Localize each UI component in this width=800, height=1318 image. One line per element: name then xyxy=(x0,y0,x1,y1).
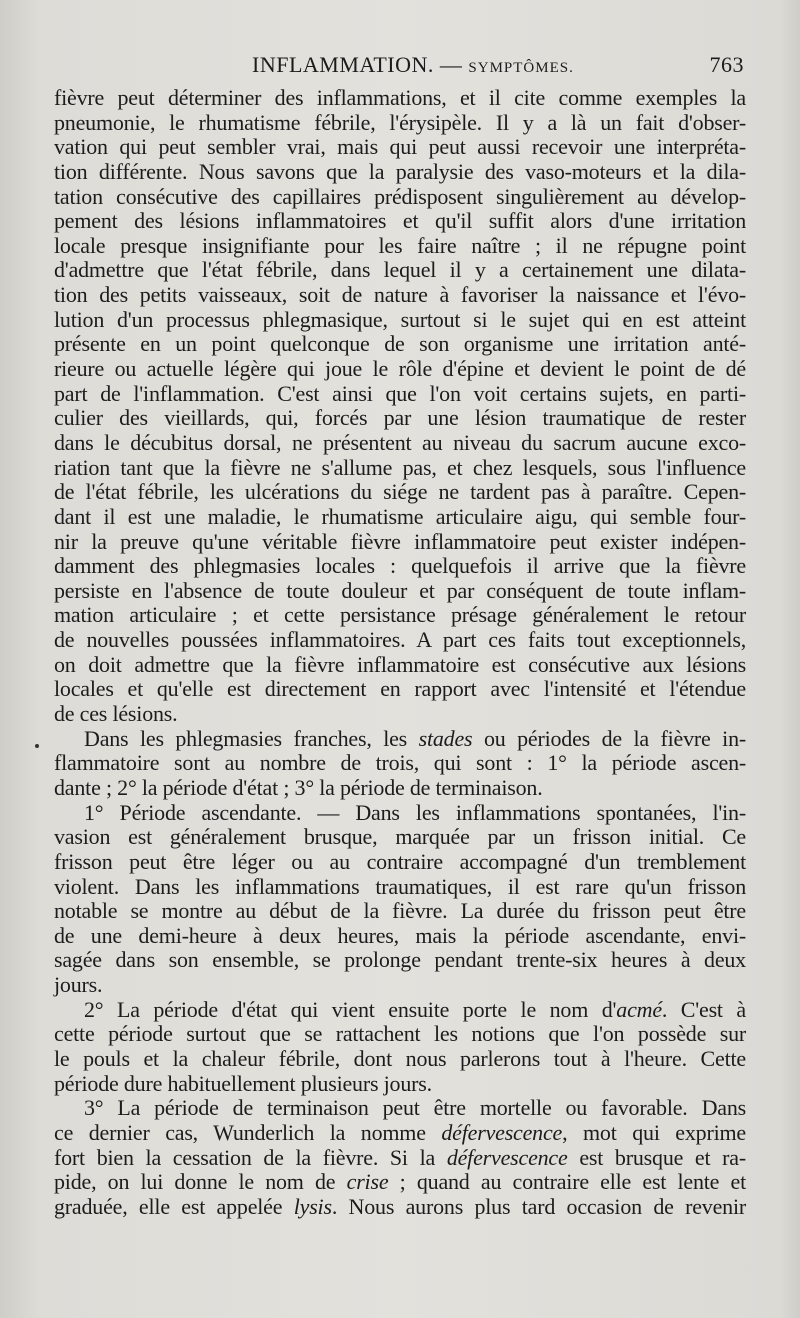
text-line: de l'état fébrile, les ulcérations du siége ne tardent pas à paraître. Cepen- xyxy=(54,479,746,505)
text-line: culier des vieillards, qui, forcés par une lésion traumatique de rester xyxy=(54,405,746,431)
text-line: de ces lésions. xyxy=(54,701,178,727)
page-body-text xyxy=(54,86,746,1219)
header-title xyxy=(252,52,574,78)
text-line: 3° La période de terminaison peut être mortelle ou favorable. Dans xyxy=(84,1095,746,1121)
text-line: pneumonie, le rhumatisme fébrile, l'érysipèle. Il y a là un fait d'obser- xyxy=(54,109,746,135)
text-line: ce dernier cas, Wunderlich la nomme défervescence, mot qui exprime xyxy=(54,1119,746,1145)
text-line: on doit admettre que la fièvre inflammatoire est consécutive aux lésions xyxy=(54,651,746,677)
text-line: vasion est généralement brusque, marquée par un frisson initial. Ce xyxy=(54,824,746,850)
text-line: rieure ou actuelle légère qui joue le rôle d'épine et devient le point de dé xyxy=(54,356,746,382)
text-line: dante ; 2° la période d'état ; 3° la période de terminaison. xyxy=(54,774,543,800)
header-title-section: SYMPTÔMES. xyxy=(468,60,574,76)
text-line: vation qui peut sembler vrai, mais qui peut aussi recevoir une interpréta- xyxy=(54,134,746,160)
text-line: d'admettre que l'état fébrile, dans lequel il y a certainement une dilata- xyxy=(54,257,746,283)
text-line: 1° Période ascendante. — Dans les inflammations spontanées, l'in- xyxy=(84,799,746,825)
text-line: flammatoire sont au nombre de trois, qui sont : 1° la période ascen- xyxy=(54,750,746,776)
text-line: frisson peut être léger ou au contraire accompagné d'un tremblement xyxy=(54,848,746,874)
text-line: locale presque insignifiante pour les faire naître ; il ne répugne point xyxy=(54,232,746,258)
text-line: persiste en l'absence de toute douleur et par conséquent de toute inflam- xyxy=(54,577,746,603)
text-line: sagée dans son ensemble, se prolonge pendant trente-six heures à deux xyxy=(54,947,746,973)
text-line: dant il est une maladie, le rhumatisme articulaire aigu, qui semble four- xyxy=(54,503,746,529)
text-line: présente en un point quelconque de son organisme une irritation anté- xyxy=(54,331,746,357)
text-line: période dure habituellement plusieurs jours. xyxy=(54,1070,432,1096)
page-number: 763 xyxy=(709,52,744,77)
text-line: part de l'inflammation. C'est ainsi que l'on voit certains sujets, en parti- xyxy=(54,380,746,406)
text-line: damment des phlegmasies locales : quelquefois il arrive que la fièvre xyxy=(54,553,746,579)
text-line: fièvre peut déterminer des inflammations, et il cite comme exemples la xyxy=(54,85,746,110)
text-line: locales et qu'elle est directement en rapport avec l'intensité et l'étendue xyxy=(54,676,746,702)
text-line: tation consécutive des capillaires prédisposent singulièrement au dévelop- xyxy=(54,183,746,209)
text-line: pide, on lui donne le nom de crise ; quand au contraire elle est lente et xyxy=(54,1169,746,1195)
text-line: le pouls et la chaleur fébrile, dont nous parlerons tout à l'heure. Cette xyxy=(54,1045,746,1071)
text-line: Dans les phlegmasies franches, les stades ou périodes de la fièvre in- xyxy=(84,725,746,751)
text-line: lution d'un processus phlegmasique, surtout si le sujet qui en est atteint xyxy=(54,306,746,332)
text-line: cette période surtout que se rattachent les notions que l'on possède sur xyxy=(54,1021,746,1047)
text-line: pement des lésions inflammatoires et qu'il suffit alors d'une irritation xyxy=(54,208,746,234)
text-line: mation articulaire ; et cette persistance présage généralement le retour xyxy=(54,602,746,628)
text-line: 2° La période d'état qui vient ensuite porte le nom d'acmé. C'est à xyxy=(84,996,746,1022)
header-title-main: INFLAMMATION. — xyxy=(252,52,463,77)
running-header xyxy=(54,50,744,84)
text-line: jours. xyxy=(54,972,103,998)
text-line: tion différente. Nous savons que la paralysie des vaso-moteurs et la dila- xyxy=(54,158,746,184)
text-line: de une demi-heure à deux heures, mais la période ascendante, envi- xyxy=(54,922,746,948)
text-line: graduée, elle est appelée lysis. Nous aurons plus tard occasion de revenir xyxy=(54,1193,746,1219)
text-line: de nouvelles poussées inflammatoires. A part ces faits tout exceptionnels, xyxy=(54,627,746,653)
text-line: fort bien la cessation de la fièvre. Si la défervescence est brusque et ra- xyxy=(54,1144,746,1170)
text-line: violent. Dans les inflammations traumatiques, il est rare qu'un frisson xyxy=(54,873,746,899)
margin-dot xyxy=(35,744,39,748)
text-line: notable se montre au début de la fièvre. La durée du frisson peut être xyxy=(54,898,746,924)
text-line: tion des petits vaisseaux, soit de nature à favoriser la naissance et l'évo- xyxy=(54,282,746,308)
text-line: nir la preuve qu'une véritable fièvre inflammatoire peut exister indépen- xyxy=(54,528,746,554)
text-line: riation tant que la fièvre ne s'allume pas, et chez lesquels, sous l'influence xyxy=(54,454,746,480)
text-line: dans le décubitus dorsal, ne présentent au niveau du sacrum aucune exco- xyxy=(54,429,746,455)
